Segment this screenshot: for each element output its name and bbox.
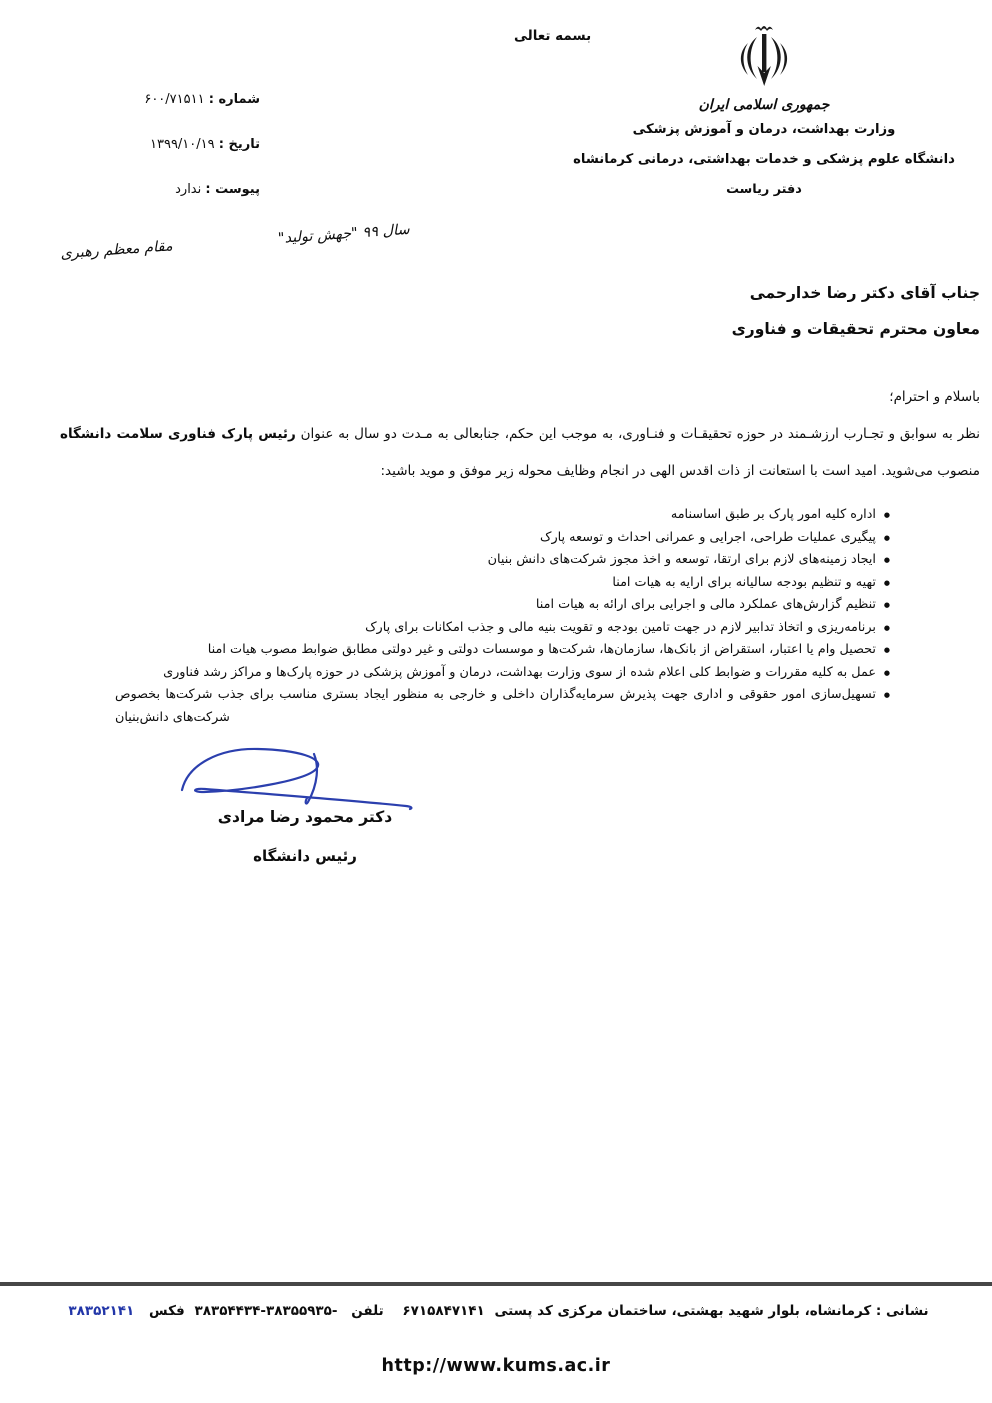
- letter-number-row: [70, 90, 260, 110]
- duty-item: ● عمل به کلیه مقررات و ضوابط کلی اعلام شده از سوی وزارت بهداشت، درمان و آموزش پزشکی در حوزه پارک‌ها و مراکز رشد فناوری: [115, 662, 890, 685]
- letter-number-value: ۶۰۰/۷۱۵۱۱: [144, 92, 205, 107]
- footer-phone-numbers: ۳۸۳۵۴۴۳۴-۳۸۳۵۵۹۳۵-: [194, 1303, 338, 1319]
- letterhead: [564, 22, 964, 197]
- letter-date-label: تاریخ :: [218, 137, 260, 152]
- duties-list: [115, 504, 890, 729]
- iran-national-emblem-icon: [729, 22, 799, 96]
- footer-fax-number: ۳۸۳۵۲۱۴۱: [68, 1303, 135, 1319]
- bismillah-text: بسمه تعالی: [514, 28, 592, 44]
- year-slogan: [60, 222, 410, 262]
- duty-item: ● ایجاد زمینه‌های لازم برای ارتقا، توسعه و اخذ مجوز شرکت‌های دانش بنیان: [115, 549, 890, 572]
- duty-item: ● تسهیل‌سازی امور حقوقی و اداری جهت پذیرش سرمایه‌گذاران داخلی و خارجی به منظور ایجاد بستری مناسب برای جذب شرکت‌ها بخصوص شرکت‌های دانش‌بنیان: [115, 684, 890, 729]
- recipient-name: جناب آقای دکتر رضا خدارحمی: [749, 284, 980, 302]
- signatory-name: دکتر محمود رضا مرادی: [217, 808, 393, 826]
- duty-item: ● تنظیم گزارش‌های عملکرد مالی و اجرایی برای ارائه به هیات امنا: [115, 594, 890, 617]
- year-slogan-attribution: مقام معظم رهبری: [59, 238, 174, 263]
- letter-attachment-label: پیوست :: [205, 182, 260, 197]
- paragraph-text-after: منصوب می‌شوید. امید است با استعانت از ذات اقدس الهی در انجام وظایف محوله زیر موفق و موید باشید:: [380, 463, 980, 479]
- signatory-title: رئیس دانشگاه: [253, 847, 357, 865]
- emblem-caption: جمهوری اسلامی ایران: [698, 97, 830, 113]
- footer-fax-label: فکس: [148, 1303, 185, 1319]
- ministry-name: وزارت بهداشت، درمان و آموزش پزشکی: [632, 122, 896, 137]
- website-url: http://www.kums.ac.ir: [381, 1356, 611, 1376]
- letter-date-value: ۱۳۹۹/۱۰/۱۹: [150, 137, 215, 152]
- appointment-paragraph: [60, 416, 980, 490]
- letter-number-label: شماره :: [208, 92, 260, 107]
- duty-item: ● تحصیل وام یا اعتبار، استقراض از بانک‌ها، سازمان‌ها، شرکت‌ها و موسسات دولتی و غیر دولتی مطابق ضوابط مصوب هیات امنا: [115, 639, 890, 662]
- letter-date-row: [70, 135, 260, 155]
- office-name: دفتر ریاست: [726, 182, 802, 197]
- handwritten-signature-icon: [168, 744, 426, 814]
- footer-postal-code: ۶۷۱۵۸۴۷۱۴۱: [402, 1303, 485, 1319]
- duty-item: ● اداره کلیه امور پارک بر طبق اساسنامه: [115, 504, 890, 527]
- university-name: دانشگاه علوم پزشکی و خدمات بهداشتی، درمانی کرمانشاه: [573, 152, 955, 167]
- footer-divider: [0, 1282, 992, 1286]
- footer-phone-label: تلفن: [351, 1303, 384, 1319]
- year-slogan-text: سال ۹۹ "جهش تولید": [277, 221, 411, 247]
- letter-meta: [70, 90, 260, 225]
- letter-attachment-value: ندارد: [175, 182, 202, 197]
- paragraph-text-before: نظر به سوابق و تجـارب ارزشـمند در حوزه تحقیقـات و فنـاوری، به موجب این حکم، جنابعالی به مـدت دو سال به عنوان: [295, 426, 980, 442]
- footer-address: نشانی : کرمانشاه، بلوار شهید بهشتی، ساختمان مرکزی کد پستی: [494, 1303, 929, 1319]
- letter-attachment-row: [70, 180, 260, 200]
- salutation: باسلام و احترام؛: [889, 389, 980, 405]
- duty-item: ● برنامه‌ریزی و اتخاذ تدابیر لازم در جهت تامین بودجه و تقویت بنیه مالی و جذب امکانات برای پارک: [115, 617, 890, 640]
- appointment-title-bold: رئیس پارک فناوری سلامت دانشگاه: [60, 426, 296, 442]
- footer-contact-line: [36, 1303, 956, 1319]
- duty-item: ● تهیه و تنظیم بودجه سالیانه برای ارایه به هیات امنا: [115, 572, 890, 595]
- recipient-title: معاون محترم تحقیقات و فناوری: [731, 320, 980, 338]
- duty-item: ● پیگیری عملیات طراحی، اجرایی و عمرانی احداث و توسعه پارک: [115, 527, 890, 550]
- letter-body: [60, 281, 980, 729]
